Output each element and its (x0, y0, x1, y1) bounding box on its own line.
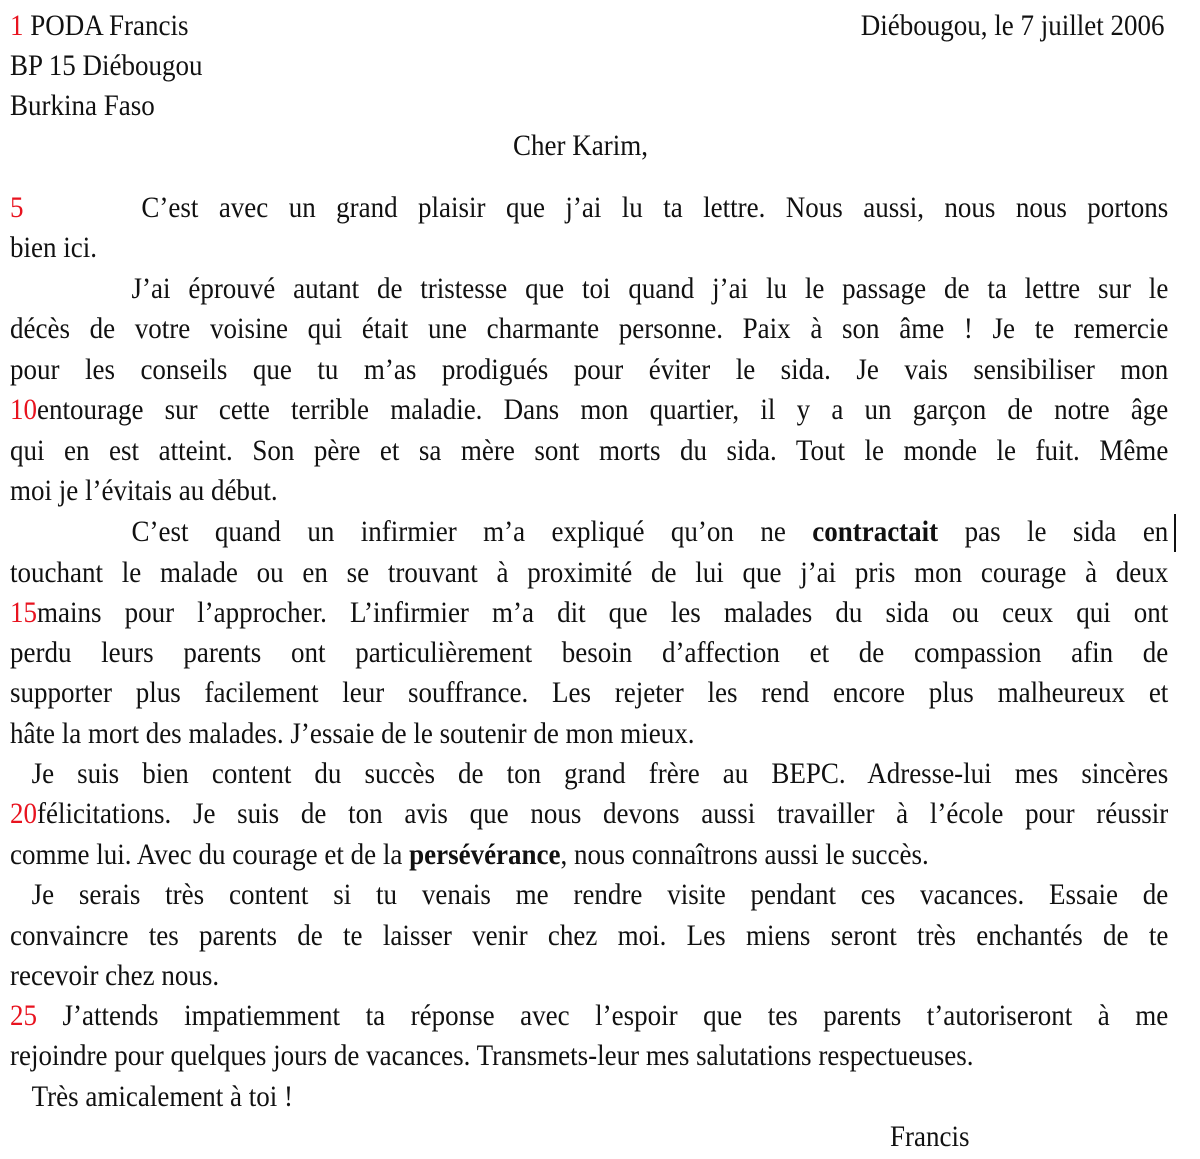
line-number: 15 (10, 596, 37, 629)
body-line: supporter plus facilement leur souffrance. Les rejeter les rend encore plus malheureux et (10, 676, 1169, 709)
body-line: C’est quand un infirmier m’a expliqué qu’on ne contractait pas le sida en (131, 515, 1169, 548)
body-line: pour les conseils que tu m’as prodigués pour éviter le sida. Je vais sensibiliser mon (10, 353, 1169, 386)
body-line: 5 C’est avec un grand plaisir que j’ai lu ta lettre. Nous aussi, nous nous portons (10, 191, 1169, 224)
sender-name: PODA Francis (30, 9, 189, 42)
line-number: 20 (10, 797, 37, 830)
body-line: rejoindre pour quelques jours de vacances. Transmets-leur mes salutations respectueuses. (10, 1039, 974, 1072)
closing-line: Très amicalement à toi ! (31, 1080, 294, 1113)
text-cursor (1174, 514, 1176, 552)
body-line: 10entourage sur cette terrible maladie. Dans mon quartier, il y a un garçon de notre âge (10, 393, 1169, 426)
body-line: bien ici. (10, 231, 97, 264)
body-line: 15mains pour l’approcher. L’infirmier m’a dit que les malades du sida ou ceux qui ont (10, 596, 1169, 629)
line-number: 10 (10, 393, 37, 426)
body-line: comme lui. Avec du courage et de la persévérance, nous connaîtrons aussi le succès. (10, 838, 929, 871)
body-line: recevoir chez nous. (10, 959, 220, 992)
body-line: 25 J’attends impatiemment ta réponse avec l’espoir que tes parents t’autoriseront à me (10, 999, 1169, 1032)
place-date: Diébougou, le 7 juillet 2006 (860, 9, 1164, 42)
body-line: hâte la mort des malades. J’essaie de le soutenir de mon mieux. (10, 717, 695, 750)
body-line: Je serais très content si tu venais me rendre visite pendant ces vacances. Essaie de (31, 878, 1169, 911)
body-line: perdu leurs parents ont particulièrement besoin d’affection et de compassion afin de (10, 636, 1169, 669)
line-number: 1 (10, 9, 24, 42)
body-line: 20félicitations. Je suis de ton avis que nous devons aussi travailler à l’école pour réussir (10, 797, 1169, 830)
body-line: décès de votre voisine qui était une charmante personne. Paix à son âme ! Je te remercie (10, 312, 1169, 345)
line-number: 5 (10, 191, 24, 224)
signature: Francis (890, 1120, 970, 1153)
bold-word: contractait (812, 515, 939, 548)
body-line: touchant le malade ou en se trouvant à proximité de lui que j’ai pris mon courage à deux (10, 556, 1169, 589)
salutation: Cher Karim, (513, 129, 648, 162)
bold-word: persévérance (409, 838, 561, 871)
sender-address: BP 15 Diébougou (10, 49, 203, 82)
body-line: convaincre tes parents de te laisser venir chez moi. Les miens seront très enchantés de te (10, 919, 1169, 952)
body-line: moi je l’évitais au début. (10, 474, 278, 507)
sender-country: Burkina Faso (10, 89, 155, 122)
body-line: Je suis bien content du succès de ton grand frère au BEPC. Adresse-lui mes sincères (31, 757, 1169, 790)
line-number: 25 (10, 999, 37, 1032)
body-line: J’ai éprouvé autant de tristesse que toi quand j’ai lu le passage de ta lettre sur le (131, 272, 1169, 305)
body-line: qui en est atteint. Son père et sa mère sont morts du sida. Tout le monde le fuit. Même (10, 434, 1169, 467)
